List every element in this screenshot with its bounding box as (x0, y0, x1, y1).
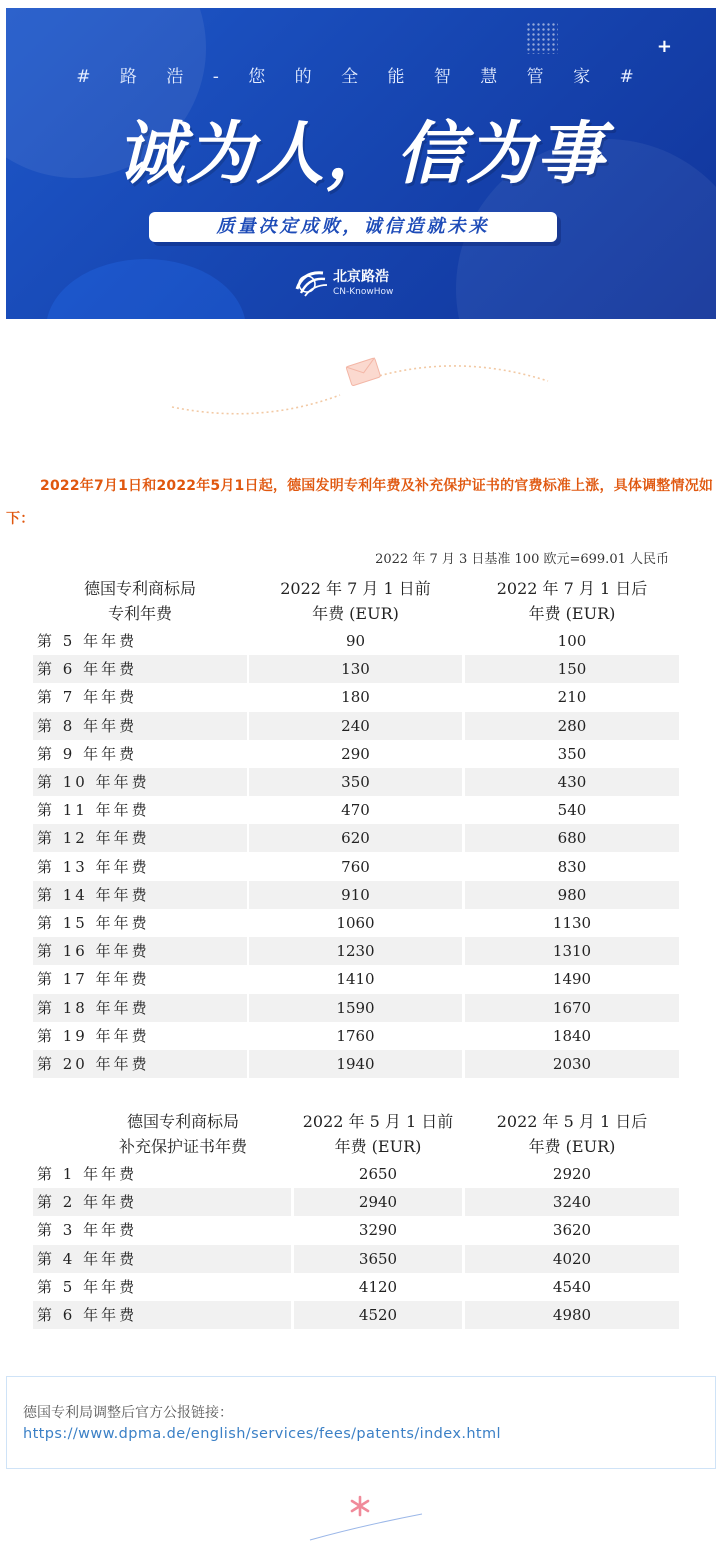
envelope-divider-icon (170, 355, 550, 435)
table-row (33, 881, 679, 909)
header-cell: 2022 年 7 月 1 日前 年费 (EUR) (280, 579, 431, 623)
header-cell: 德国专利商标局 专利年费 (83, 579, 196, 623)
fee-cell: 1410 (336, 970, 375, 989)
table-row (33, 1022, 679, 1050)
fee-cell: 4980 (465, 1301, 679, 1329)
year-label-cell: 第 2 年年费 (33, 1188, 291, 1216)
fee-cell: 280 (465, 712, 679, 740)
fee-cell: 1130 (552, 914, 592, 932)
header-banner (6, 8, 716, 319)
fee-cell: 2920 (552, 1165, 592, 1183)
fee-cell: 910 (249, 881, 462, 909)
table-row (33, 853, 679, 881)
fee-cell: 4540 (552, 1277, 592, 1296)
banner-headline: 诚为人，信为事 (115, 115, 606, 194)
fee-cell: 470 (341, 801, 370, 820)
flower-divider-icon (300, 1490, 430, 1545)
fee-cell: 210 (557, 688, 587, 707)
fee-cell: 3650 (294, 1245, 462, 1273)
table-row (33, 1245, 679, 1273)
fee-cell: 3620 (552, 1221, 592, 1240)
year-label-cell: 第 3 年年费 (37, 1221, 138, 1240)
globe-logo-icon (293, 267, 329, 297)
year-label-cell: 第 1 年年费 (37, 1165, 138, 1183)
fee-cell: 180 (341, 688, 370, 707)
fee-cell: 1060 (336, 914, 375, 932)
table-row (33, 796, 679, 824)
year-label-cell: 第 5 年年费 (37, 1277, 138, 1296)
official-link-box (6, 1376, 716, 1469)
table-row (33, 965, 679, 993)
table-row (33, 909, 679, 937)
link-label: 德国专利局调整后官方公报链接： (23, 1405, 233, 1421)
header-cell: 德国专利商标局 补充保护证书年费 (118, 1112, 247, 1156)
year-label-cell: 第 20 年年费 (33, 1050, 247, 1078)
fee-cell: 430 (465, 768, 679, 796)
banner-tagline: # 路 浩 - 您 的 全 能 智 慧 管 家 # (76, 67, 646, 87)
fee-cell: 240 (249, 712, 462, 740)
year-label-cell: 第 13 年年费 (37, 857, 150, 876)
table-row (33, 683, 679, 711)
year-label-cell: 第 9 年年费 (37, 744, 138, 763)
header-cell: 2022 年 5 月 1 日前 年费 (EUR) (302, 1112, 454, 1156)
year-label-cell: 第 6 年年费 (33, 1301, 291, 1329)
table-row (33, 712, 679, 740)
table-row (33, 655, 679, 683)
year-label-cell: 第 11 年年费 (37, 801, 150, 820)
banner-subtitle: 质量决定成败，诚信造就未来 (149, 212, 557, 242)
fee-cell: 1760 (336, 1026, 375, 1045)
table-row (33, 627, 679, 655)
year-label-cell: 第 5 年年费 (37, 632, 138, 650)
fee-cell: 3240 (465, 1188, 679, 1216)
table-row (33, 937, 679, 965)
fee-cell: 130 (249, 655, 462, 683)
year-label-cell: 第 17 年年费 (37, 970, 150, 989)
fee-cell: 980 (465, 881, 679, 909)
fee-cell: 350 (557, 744, 587, 763)
brand-name: 北京路浩 (333, 269, 389, 285)
fee-cell: 760 (341, 857, 370, 876)
table-header (33, 1109, 679, 1165)
fee-cell: 1590 (249, 994, 462, 1022)
fee-cell: 1940 (249, 1050, 462, 1078)
dot-grid-icon (526, 22, 558, 54)
fee-cell: 1840 (552, 1026, 592, 1045)
intro-paragraph: 2022年7月1日和2022年5月1日起，德国发明专利年费及补充保护证书的官费标准上涨，具体调整情况如下： (6, 478, 714, 527)
table-row (33, 994, 679, 1022)
year-label-cell: 第 8 年年费 (33, 712, 247, 740)
fee-cell: 1310 (465, 937, 679, 965)
plus-icon: + (656, 36, 672, 57)
banner-decor-circle (46, 259, 246, 319)
year-label-cell: 第 6 年年费 (33, 655, 247, 683)
year-label-cell: 第 14 年年费 (33, 881, 247, 909)
fee-cell: 2650 (358, 1165, 398, 1183)
exchange-rate-note: 2022 年 7 月 3 日基准 100 欧元=699.01 人民币 (375, 552, 669, 567)
fee-cell: 2030 (465, 1050, 679, 1078)
table-row (33, 824, 679, 852)
year-label-cell: 第 12 年年费 (33, 824, 247, 852)
year-label-cell: 第 7 年年费 (37, 688, 138, 707)
fee-cell: 830 (557, 857, 587, 876)
table-row (33, 1050, 679, 1078)
fee-cell: 90 (345, 632, 366, 650)
table-row (33, 1160, 679, 1188)
year-label-cell: 第 16 年年费 (33, 937, 247, 965)
brand-name-en: CN-KnowHow (333, 287, 394, 297)
fee-cell: 100 (557, 632, 587, 650)
year-label-cell: 第 18 年年费 (33, 994, 247, 1022)
header-cell: 2022 年 5 月 1 日后 年费 (EUR) (496, 1112, 648, 1156)
fee-cell: 1670 (465, 994, 679, 1022)
table-row (33, 768, 679, 796)
table-row (33, 1216, 679, 1244)
fee-cell: 350 (249, 768, 462, 796)
year-label-cell: 第 15 年年费 (37, 914, 150, 932)
fee-cell: 1490 (552, 970, 592, 989)
fee-cell: 1230 (249, 937, 462, 965)
fee-cell: 4120 (358, 1277, 398, 1296)
header-cell: 2022 年 7 月 1 日后 年费 (EUR) (496, 579, 648, 623)
fee-cell: 3290 (358, 1221, 398, 1240)
fee-cell: 620 (249, 824, 462, 852)
fee-cell: 290 (341, 744, 370, 763)
table-row (33, 740, 679, 768)
year-label-cell: 第 10 年年费 (33, 768, 247, 796)
fee-cell: 540 (557, 801, 587, 820)
year-label-cell: 第 4 年年费 (33, 1245, 291, 1273)
official-gazette-link[interactable]: https://www.dpma.de/english/services/fees/patents/index.html (23, 1426, 501, 1442)
fee-cell: 150 (465, 655, 679, 683)
year-label-cell: 第 19 年年费 (37, 1026, 150, 1045)
fee-cell: 4520 (294, 1301, 462, 1329)
table-row (33, 1273, 679, 1301)
fee-cell: 680 (465, 824, 679, 852)
fee-cell: 4020 (465, 1245, 679, 1273)
table-header (33, 576, 679, 632)
table-row (33, 1188, 679, 1216)
brand-logo (293, 264, 433, 304)
table-row (33, 1301, 679, 1329)
fee-cell: 2940 (294, 1188, 462, 1216)
